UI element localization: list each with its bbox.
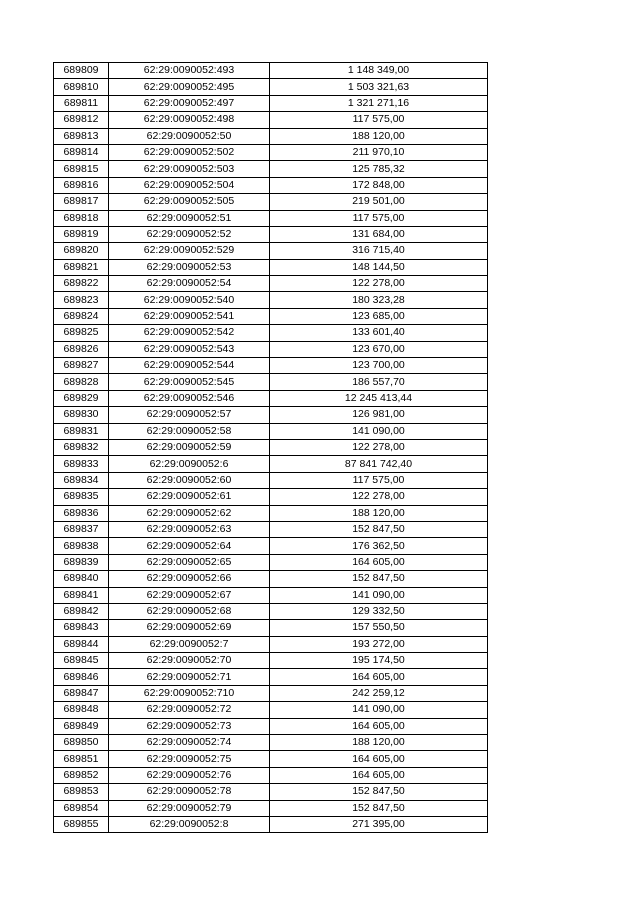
cadastral-value-cell: 176 362,50 [270, 538, 488, 554]
cadastral-value-cell: 164 605,00 [270, 554, 488, 570]
table-body [54, 63, 488, 833]
cadastral-value-cell: 157 550,50 [270, 620, 488, 636]
table-row [54, 751, 488, 767]
row-number-cell: 689853 [54, 784, 109, 800]
cadastral-value-cell: 152 847,50 [270, 784, 488, 800]
cadastral-number-cell: 62:29:0090052:76 [109, 767, 270, 783]
cadastral-number-cell: 62:29:0090052:75 [109, 751, 270, 767]
cadastral-value-cell: 188 120,00 [270, 505, 488, 521]
row-number-cell: 689823 [54, 292, 109, 308]
cadastral-number-cell: 62:29:0090052:67 [109, 587, 270, 603]
table-row [54, 259, 488, 275]
cadastral-number-cell: 62:29:0090052:8 [109, 816, 270, 832]
cadastral-value-cell: 148 144,50 [270, 259, 488, 275]
cadastral-value-cell: 129 332,50 [270, 603, 488, 619]
table-row [54, 112, 488, 128]
row-number-cell: 689812 [54, 112, 109, 128]
table-row [54, 800, 488, 816]
table-row [54, 423, 488, 439]
table-row [54, 702, 488, 718]
row-number-cell: 689843 [54, 620, 109, 636]
cadastral-number-cell: 62:29:0090052:542 [109, 325, 270, 341]
cadastral-number-cell: 62:29:0090052:51 [109, 210, 270, 226]
cadastral-number-cell: 62:29:0090052:498 [109, 112, 270, 128]
cadastral-value-cell: 1 503 321,63 [270, 79, 488, 95]
cadastral-number-cell: 62:29:0090052:529 [109, 243, 270, 259]
table-row [54, 144, 488, 160]
row-number-cell: 689810 [54, 79, 109, 95]
cadastral-value-cell: 164 605,00 [270, 669, 488, 685]
cadastral-value-cell: 242 259,12 [270, 685, 488, 701]
table-row [54, 407, 488, 423]
cadastral-number-cell: 62:29:0090052:544 [109, 358, 270, 374]
table-row [54, 390, 488, 406]
table-row [54, 308, 488, 324]
table-row [54, 505, 488, 521]
row-number-cell: 689828 [54, 374, 109, 390]
cadastral-number-cell: 62:29:0090052:64 [109, 538, 270, 554]
cadastral-number-cell: 62:29:0090052:66 [109, 571, 270, 587]
row-number-cell: 689836 [54, 505, 109, 521]
row-number-cell: 689821 [54, 259, 109, 275]
row-number-cell: 689837 [54, 521, 109, 537]
cadastral-value-cell: 186 557,70 [270, 374, 488, 390]
table-row [54, 767, 488, 783]
row-number-cell: 689842 [54, 603, 109, 619]
row-number-cell: 689818 [54, 210, 109, 226]
table-row [54, 587, 488, 603]
cadastral-number-cell: 62:29:0090052:74 [109, 735, 270, 751]
cadastral-number-cell: 62:29:0090052:546 [109, 390, 270, 406]
cadastral-value-cell: 211 970,10 [270, 144, 488, 160]
row-number-cell: 689844 [54, 636, 109, 652]
row-number-cell: 689813 [54, 128, 109, 144]
cadastral-number-cell: 62:29:0090052:52 [109, 226, 270, 242]
row-number-cell: 689849 [54, 718, 109, 734]
cadastral-number-cell: 62:29:0090052:71 [109, 669, 270, 685]
cadastral-value-cell: 126 981,00 [270, 407, 488, 423]
cadastral-value-cell: 195 174,50 [270, 653, 488, 669]
table-row [54, 669, 488, 685]
table-row [54, 194, 488, 210]
cadastral-value-cell: 164 605,00 [270, 751, 488, 767]
cadastral-number-cell: 62:29:0090052:73 [109, 718, 270, 734]
row-number-cell: 689816 [54, 177, 109, 193]
cadastral-value-cell: 152 847,50 [270, 800, 488, 816]
cadastral-number-cell: 62:29:0090052:54 [109, 276, 270, 292]
cadastral-value-cell: 1 148 349,00 [270, 63, 488, 79]
cadastral-number-cell: 62:29:0090052:78 [109, 784, 270, 800]
table-row [54, 63, 488, 79]
row-number-cell: 689847 [54, 685, 109, 701]
table-row [54, 210, 488, 226]
cadastral-number-cell: 62:29:0090052:58 [109, 423, 270, 439]
row-number-cell: 689827 [54, 358, 109, 374]
cadastral-number-cell: 62:29:0090052:50 [109, 128, 270, 144]
row-number-cell: 689832 [54, 439, 109, 455]
cadastral-value-cell: 188 120,00 [270, 735, 488, 751]
cadastral-number-cell: 62:29:0090052:63 [109, 521, 270, 537]
table-row [54, 95, 488, 111]
row-number-cell: 689851 [54, 751, 109, 767]
cadastral-value-cell: 133 601,40 [270, 325, 488, 341]
cadastral-number-cell: 62:29:0090052:502 [109, 144, 270, 160]
cadastral-value-cell: 122 278,00 [270, 276, 488, 292]
table-row [54, 472, 488, 488]
table-row [54, 341, 488, 357]
cadastral-value-cell: 152 847,50 [270, 571, 488, 587]
cadastral-number-cell: 62:29:0090052:495 [109, 79, 270, 95]
cadastral-value-cell: 1 321 271,16 [270, 95, 488, 111]
table-row [54, 620, 488, 636]
table-row [54, 292, 488, 308]
row-number-cell: 689839 [54, 554, 109, 570]
row-number-cell: 689819 [54, 226, 109, 242]
cadastral-number-cell: 62:29:0090052:65 [109, 554, 270, 570]
cadastral-value-table [53, 62, 488, 833]
table-row [54, 816, 488, 832]
cadastral-value-cell: 219 501,00 [270, 194, 488, 210]
row-number-cell: 689855 [54, 816, 109, 832]
cadastral-value-cell: 125 785,32 [270, 161, 488, 177]
cadastral-value-cell: 316 715,40 [270, 243, 488, 259]
cadastral-number-cell: 62:29:0090052:62 [109, 505, 270, 521]
cadastral-number-cell: 62:29:0090052:710 [109, 685, 270, 701]
cadastral-value-cell: 123 685,00 [270, 308, 488, 324]
cadastral-number-cell: 62:29:0090052:503 [109, 161, 270, 177]
cadastral-number-cell: 62:29:0090052:68 [109, 603, 270, 619]
cadastral-value-cell: 141 090,00 [270, 587, 488, 603]
row-number-cell: 689830 [54, 407, 109, 423]
cadastral-value-cell: 172 848,00 [270, 177, 488, 193]
table-row [54, 489, 488, 505]
cadastral-value-cell: 131 684,00 [270, 226, 488, 242]
table-row [54, 161, 488, 177]
cadastral-value-cell: 141 090,00 [270, 423, 488, 439]
row-number-cell: 689831 [54, 423, 109, 439]
cadastral-value-cell: 123 700,00 [270, 358, 488, 374]
table-row [54, 325, 488, 341]
table-row [54, 243, 488, 259]
cadastral-value-cell: 117 575,00 [270, 210, 488, 226]
table-row [54, 571, 488, 587]
table-row [54, 603, 488, 619]
cadastral-number-cell: 62:29:0090052:59 [109, 439, 270, 455]
cadastral-value-cell: 12 245 413,44 [270, 390, 488, 406]
table-row [54, 439, 488, 455]
cadastral-value-cell: 180 323,28 [270, 292, 488, 308]
cadastral-number-cell: 62:29:0090052:505 [109, 194, 270, 210]
cadastral-number-cell: 62:29:0090052:57 [109, 407, 270, 423]
cadastral-number-cell: 62:29:0090052:69 [109, 620, 270, 636]
row-number-cell: 689826 [54, 341, 109, 357]
cadastral-value-cell: 271 395,00 [270, 816, 488, 832]
table-row [54, 735, 488, 751]
cadastral-number-cell: 62:29:0090052:545 [109, 374, 270, 390]
table-row [54, 685, 488, 701]
table-row [54, 521, 488, 537]
cadastral-number-cell: 62:29:0090052:53 [109, 259, 270, 275]
row-number-cell: 689838 [54, 538, 109, 554]
cadastral-value-cell: 164 605,00 [270, 718, 488, 734]
row-number-cell: 689841 [54, 587, 109, 603]
cadastral-number-cell: 62:29:0090052:540 [109, 292, 270, 308]
row-number-cell: 689848 [54, 702, 109, 718]
row-number-cell: 689815 [54, 161, 109, 177]
cadastral-number-cell: 62:29:0090052:72 [109, 702, 270, 718]
cadastral-value-cell: 123 670,00 [270, 341, 488, 357]
row-number-cell: 689845 [54, 653, 109, 669]
row-number-cell: 689814 [54, 144, 109, 160]
cadastral-number-cell: 62:29:0090052:7 [109, 636, 270, 652]
cadastral-number-cell: 62:29:0090052:541 [109, 308, 270, 324]
cadastral-value-cell: 87 841 742,40 [270, 456, 488, 472]
row-number-cell: 689825 [54, 325, 109, 341]
table-row [54, 374, 488, 390]
table-row [54, 456, 488, 472]
table-row [54, 276, 488, 292]
cadastral-value-cell: 141 090,00 [270, 702, 488, 718]
table-row [54, 538, 488, 554]
row-number-cell: 689820 [54, 243, 109, 259]
cadastral-value-cell: 117 575,00 [270, 112, 488, 128]
cadastral-number-cell: 62:29:0090052:61 [109, 489, 270, 505]
cadastral-value-cell: 193 272,00 [270, 636, 488, 652]
cadastral-value-cell: 122 278,00 [270, 439, 488, 455]
cadastral-value-cell: 152 847,50 [270, 521, 488, 537]
table-row [54, 79, 488, 95]
cadastral-number-cell: 62:29:0090052:6 [109, 456, 270, 472]
cadastral-number-cell: 62:29:0090052:60 [109, 472, 270, 488]
cadastral-value-cell: 117 575,00 [270, 472, 488, 488]
cadastral-value-cell: 122 278,00 [270, 489, 488, 505]
row-number-cell: 689852 [54, 767, 109, 783]
row-number-cell: 689834 [54, 472, 109, 488]
table-row [54, 226, 488, 242]
cadastral-value-cell: 188 120,00 [270, 128, 488, 144]
table-row [54, 177, 488, 193]
row-number-cell: 689811 [54, 95, 109, 111]
cadastral-number-cell: 62:29:0090052:79 [109, 800, 270, 816]
table-row [54, 636, 488, 652]
row-number-cell: 689854 [54, 800, 109, 816]
row-number-cell: 689840 [54, 571, 109, 587]
cadastral-number-cell: 62:29:0090052:543 [109, 341, 270, 357]
cadastral-number-cell: 62:29:0090052:497 [109, 95, 270, 111]
row-number-cell: 689817 [54, 194, 109, 210]
table-row [54, 128, 488, 144]
document-page [53, 62, 488, 833]
row-number-cell: 689822 [54, 276, 109, 292]
cadastral-value-cell: 164 605,00 [270, 767, 488, 783]
cadastral-number-cell: 62:29:0090052:504 [109, 177, 270, 193]
row-number-cell: 689846 [54, 669, 109, 685]
table-row [54, 653, 488, 669]
table-row [54, 554, 488, 570]
table-row [54, 358, 488, 374]
row-number-cell: 689850 [54, 735, 109, 751]
cadastral-number-cell: 62:29:0090052:70 [109, 653, 270, 669]
row-number-cell: 689833 [54, 456, 109, 472]
row-number-cell: 689809 [54, 63, 109, 79]
cadastral-number-cell: 62:29:0090052:493 [109, 63, 270, 79]
row-number-cell: 689829 [54, 390, 109, 406]
row-number-cell: 689824 [54, 308, 109, 324]
row-number-cell: 689835 [54, 489, 109, 505]
table-row [54, 784, 488, 800]
table-row [54, 718, 488, 734]
